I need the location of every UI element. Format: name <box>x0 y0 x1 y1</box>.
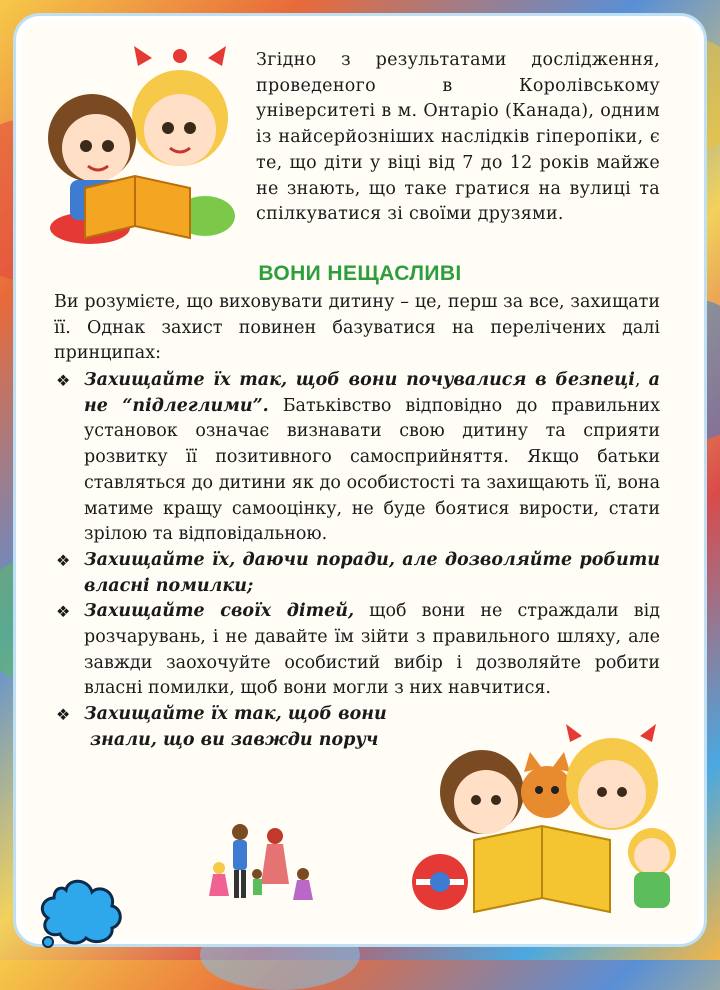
list-item <box>54 702 434 753</box>
diamond-bullet-icon: ❖ <box>56 550 71 570</box>
kids-reading-illustration <box>30 38 245 248</box>
item-bold-text: Захищайте своїх дітей, <box>84 601 355 622</box>
lead-paragraph: Ви розумієте, що виховувати дитину – це, перш за все, захищати її. Однак захист повинен базуватися на перелічених далі принципах: <box>54 292 660 364</box>
kids-with-cat-illustration <box>412 722 684 922</box>
principles-list <box>54 368 660 754</box>
item-bold-text: Захищайте їх так, щоб вони <box>84 704 387 725</box>
diamond-bullet-icon: ❖ <box>56 602 71 622</box>
item-body-text: Батьківство відповідно до правильних установок означає визнавати свою дитину та сприяти розвитку її позитивного самосприйняття. Якщо батьки ставляться до дитини як до особистості та захищають її, вона матиме кращу самооцінку, не буде боятися вирости, стати зрілою та відповідальною. <box>84 395 660 545</box>
diamond-bullet-icon: ❖ <box>56 371 71 390</box>
intro-paragraph: Згідно з результатами дослідження, проведеного в Королівському університеті в м. Онтаріо (Канада), одним із найсерйозніших наслідків гіперопіки, є те, що діти у віці від 7 до 12 років майже не знають, що таке гратися на вулиці та спілкуватися зі своїми друзями. <box>256 50 660 225</box>
item-bold-text: а не “підлеглими”. <box>84 370 660 416</box>
list-item <box>54 368 660 548</box>
list-item <box>54 548 660 599</box>
item-body-text: щоб вони не страждали від розчарувань, і не давайте їм зійти з правильного шляху, але завжди заохочуйте особистий вибір і дозволяйте робити власні помилки, щоб вони могли з них навчитися. <box>84 601 660 699</box>
item-bold-text: знали, що ви завжди поруч <box>90 729 379 750</box>
item-connector-text: , <box>634 370 649 390</box>
item-bold-text: Захищайте їх, даючи поради, але дозволяйте робити власні помилки; <box>84 549 660 596</box>
list-item <box>54 599 660 702</box>
section-title: ВОНИ НЕЩАСЛИВІ <box>258 262 462 285</box>
cloud-decoration-icon <box>34 868 126 950</box>
family-illustration <box>205 818 320 913</box>
item-bold-text: Захищайте їх так, щоб вони почувалися в безпеці <box>84 370 635 390</box>
diamond-bullet-icon: ❖ <box>56 705 71 725</box>
